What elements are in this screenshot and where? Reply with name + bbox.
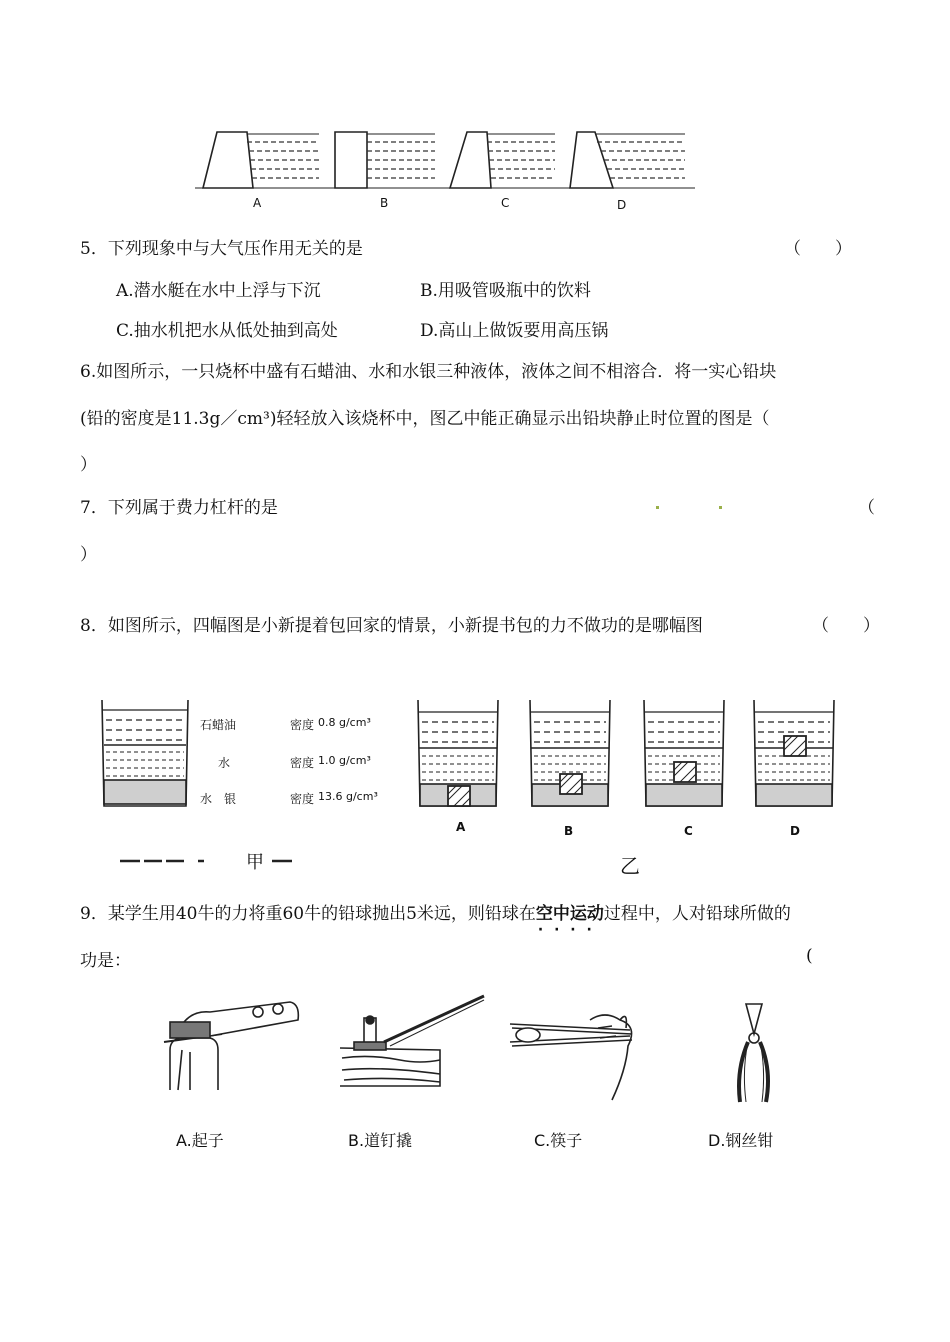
dam-label-a: A: [253, 196, 262, 210]
q8-paren: （ ）: [812, 616, 880, 636]
q7-paren-close: ）: [80, 545, 97, 565]
q6-line-3: ）: [80, 455, 97, 475]
lever-caption-d: D.钢丝钳: [708, 1131, 774, 1150]
beaker-a: [418, 700, 498, 806]
lever-figure: [150, 990, 810, 1160]
beaker-label-b: B: [564, 824, 574, 838]
q9-line-2: 功是：: [80, 951, 131, 971]
spike-lever-icon: [340, 996, 484, 1086]
stray-mark: [656, 506, 659, 509]
liquid-name-mercury: 水 银: [200, 792, 237, 806]
q5-option-c: C.抽水机把水从低处抽到高处: [116, 321, 338, 341]
q5-option-d: D.高山上做饭要用高压锅: [420, 321, 609, 341]
dam-label-d: D: [617, 198, 627, 212]
q9-line-1: [80, 899, 791, 924]
pliers-icon: [739, 1004, 768, 1102]
q9-line-1-post: 过程中，人对铅球所做的: [603, 904, 791, 924]
beaker-label-a: A: [456, 820, 466, 834]
lever-caption-b: B.道钉撬: [348, 1131, 413, 1150]
dam-label-c: C: [501, 196, 510, 210]
liquid-name-oil: 石蜡油: [200, 718, 237, 732]
q6-line-1: 6.如图所示，一只烧杯中盛有石蜡油、水和水银三种液体，液体之间不相溶合．将一实心铅块: [80, 362, 777, 382]
q9-paren: (: [806, 946, 813, 966]
q8-stem: 8．如图所示，四幅图是小新提着包回家的情景，小新提书包的力不做功的是哪幅图: [80, 616, 703, 636]
beaker-label-c: C: [684, 824, 693, 838]
beaker-figure: [96, 690, 856, 880]
liquid-density-value: 13.6 g/cm³: [318, 790, 378, 803]
q9-line-1-pre: 9．某学生用40牛的力将重60牛的铅球抛出5米远，则铅球在: [80, 904, 536, 924]
q9-emphasis: 空中运动 · · · ·: [536, 904, 604, 924]
q5-stem: 5．下列现象中与大气压作用无关的是: [80, 239, 363, 259]
stray-mark: [719, 506, 722, 509]
bottle-opener-icon: [164, 1002, 298, 1090]
lever-caption-c: C.筷子: [534, 1131, 583, 1150]
liquid-density-value: 1.0 g/cm³: [318, 754, 371, 767]
q7-paren-open: （: [858, 498, 875, 518]
q5-option-b: B.用吸管吸瓶中的饮料: [420, 281, 591, 301]
figure-label-jia: 甲: [246, 852, 264, 873]
beaker-d: [754, 700, 834, 806]
figure-label-yi: 乙: [620, 854, 640, 878]
liquid-density-label: 密度: [290, 792, 315, 806]
liquid-density-label: 密度: [290, 718, 315, 732]
beaker-jia: [102, 700, 188, 806]
liquid-name-water: 水: [218, 756, 231, 770]
dam-label-b: B: [380, 196, 389, 210]
chopsticks-icon: [510, 1015, 632, 1100]
beaker-b: [530, 700, 610, 806]
dam-figure: [195, 120, 695, 220]
q5-option-a: A.潜水艇在水中上浮与下沉: [116, 281, 321, 301]
liquid-density-value: 0.8 g/cm³: [318, 716, 371, 729]
q7-stem: 7．下列属于费力杠杆的是: [80, 498, 278, 518]
beaker-c: [644, 700, 724, 806]
q5-paren: （ ）: [784, 239, 852, 259]
liquid-density-label: 密度: [290, 756, 315, 770]
q6-line-2: (铅的密度是11.3g／cm³)轻轻放入该烧杯中，图乙中能正确显示出铅块静止时位置的图是（: [80, 409, 770, 429]
lever-caption-a: A.起子: [176, 1131, 224, 1150]
beaker-label-d: D: [790, 824, 800, 838]
